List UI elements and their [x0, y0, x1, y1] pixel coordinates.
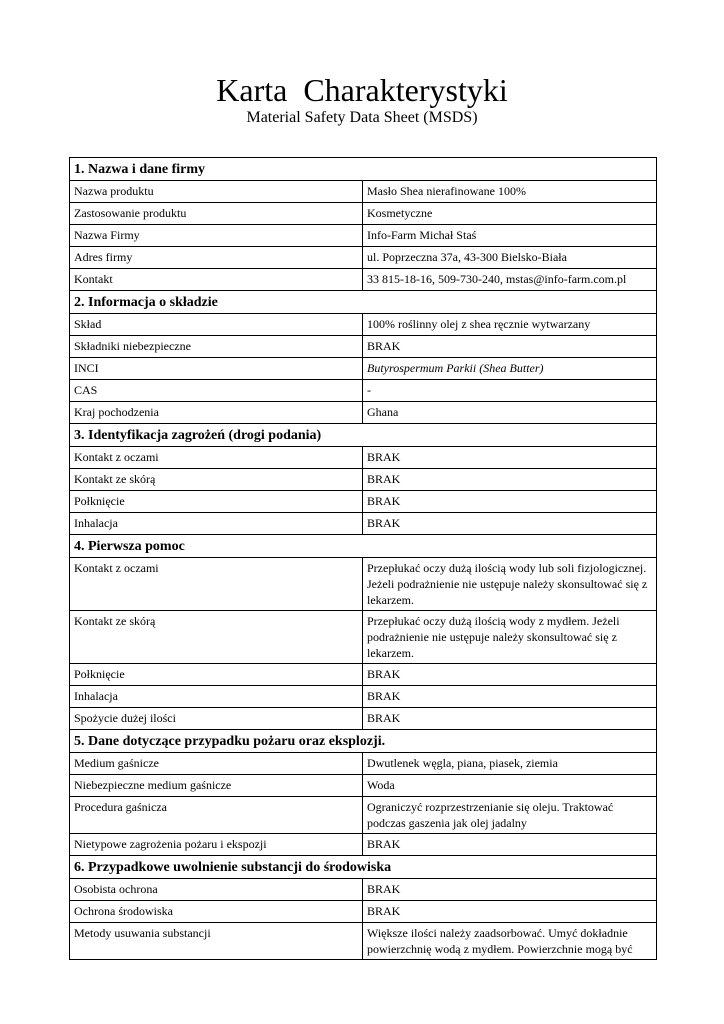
section-heading: 3. Identyfikacja zagrożeń (drogi podania)	[70, 424, 657, 447]
row-value: Woda	[363, 775, 657, 797]
row-value: ul. Poprzeczna 37a, 43-300 Bielsko-Biała	[363, 247, 657, 269]
row-value: Przepłukać oczy dużą ilością wody lub soli fizjologicznej. Jeżeli podrażnienie nie ustępuje należy skonsultować się z lekarzem.	[363, 558, 657, 611]
row-label: Kontakt ze skórą	[70, 611, 363, 664]
table-row	[70, 923, 657, 960]
row-value: BRAK	[363, 336, 657, 358]
row-label: Kontakt z oczami	[70, 558, 363, 611]
row-value: Butyrospermum Parkii (Shea Butter)	[363, 358, 657, 380]
row-value: Większe ilości należy zaadsorbować. Umyć dokładnie powierzchnię wodą z mydłem. Powierzchnie mogą być	[363, 923, 657, 960]
row-label: Połknięcie	[70, 664, 363, 686]
row-value: BRAK	[363, 469, 657, 491]
row-value: -	[363, 380, 657, 402]
row-value: Ograniczyć rozprzestrzenianie się oleju. Traktować podczas gaszenia jak olej jadalny	[363, 797, 657, 834]
row-label: Kontakt ze skórą	[70, 469, 363, 491]
section-header	[70, 856, 657, 879]
row-value: Przepłukać oczy dużą ilością wody z mydłem. Jeżeli podrażnienie nie ustępuje należy skonsultować się z lekarzem.	[363, 611, 657, 664]
table-row	[70, 247, 657, 269]
table-row	[70, 753, 657, 775]
table-row	[70, 269, 657, 291]
row-label: Inhalacja	[70, 513, 363, 535]
row-value: 33 815-18-16, 509-730-240, mstas@info-farm.com.pl	[363, 269, 657, 291]
table-row	[70, 664, 657, 686]
table-row	[70, 797, 657, 834]
section-header	[70, 424, 657, 447]
row-label: Niebezpieczne medium gaśnicze	[70, 775, 363, 797]
table-row	[70, 469, 657, 491]
document-subtitle: Material Safety Data Sheet (MSDS)	[246, 109, 478, 126]
section-heading: 2. Informacja o składzie	[70, 291, 657, 314]
table-row	[70, 513, 657, 535]
row-value: BRAK	[363, 513, 657, 535]
row-value: Masło Shea nierafinowane 100%	[363, 181, 657, 203]
row-value: Ghana	[363, 402, 657, 424]
row-label: INCI	[70, 358, 363, 380]
row-label: Osobista ochrona	[70, 879, 363, 901]
table-row	[70, 558, 657, 611]
section-header	[70, 158, 657, 181]
row-value: BRAK	[363, 491, 657, 513]
msds-table	[69, 157, 657, 960]
table-row	[70, 775, 657, 797]
table-row	[70, 203, 657, 225]
section-header	[70, 291, 657, 314]
table-row	[70, 901, 657, 923]
row-label: Składniki niebezpieczne	[70, 336, 363, 358]
row-label: Adres firmy	[70, 247, 363, 269]
row-value: Dwutlenek węgla, piana, piasek, ziemia	[363, 753, 657, 775]
row-label: Spożycie dużej ilości	[70, 708, 363, 730]
row-label: Kontakt z oczami	[70, 447, 363, 469]
row-label: Zastosowanie produktu	[70, 203, 363, 225]
row-label: Ochrona środowiska	[70, 901, 363, 923]
table-row	[70, 879, 657, 901]
row-label: Skład	[70, 314, 363, 336]
row-value: BRAK	[363, 708, 657, 730]
section-heading: 6. Przypadkowe uwolnienie substancji do środowiska	[70, 856, 657, 879]
table-row	[70, 181, 657, 203]
row-label: Kontakt	[70, 269, 363, 291]
row-label: Medium gaśnicze	[70, 753, 363, 775]
row-value: BRAK	[363, 686, 657, 708]
table-row	[70, 380, 657, 402]
section-header	[70, 535, 657, 558]
row-label: Procedura gaśnicza	[70, 797, 363, 834]
table-row	[70, 358, 657, 380]
table-row	[70, 402, 657, 424]
table-row	[70, 708, 657, 730]
row-label: Kraj pochodzenia	[70, 402, 363, 424]
table-row	[70, 336, 657, 358]
row-value: BRAK	[363, 447, 657, 469]
row-label: Metody usuwania substancji	[70, 923, 363, 960]
table-row	[70, 686, 657, 708]
row-value: Kosmetyczne	[363, 203, 657, 225]
row-label: Inhalacja	[70, 686, 363, 708]
document-title: Karta Charakterystyki	[216, 72, 508, 108]
row-value: Info-Farm Michał Staś	[363, 225, 657, 247]
row-value: BRAK	[363, 664, 657, 686]
table-row	[70, 314, 657, 336]
table-row	[70, 225, 657, 247]
table-row	[70, 491, 657, 513]
section-heading: 1. Nazwa i dane firmy	[70, 158, 657, 181]
row-value: BRAK	[363, 834, 657, 856]
section-heading: 4. Pierwsza pomoc	[70, 535, 657, 558]
row-value: 100% roślinny olej z shea ręcznie wytwarzany	[363, 314, 657, 336]
section-heading: 5. Dane dotyczące przypadku pożaru oraz eksplozji.	[70, 730, 657, 753]
row-label: Nazwa produktu	[70, 181, 363, 203]
section-header	[70, 730, 657, 753]
table-row	[70, 611, 657, 664]
table-row	[70, 447, 657, 469]
row-label: Nazwa Firmy	[70, 225, 363, 247]
row-label: CAS	[70, 380, 363, 402]
table-row	[70, 834, 657, 856]
row-value: BRAK	[363, 879, 657, 901]
row-value: BRAK	[363, 901, 657, 923]
row-label: Nietypowe zagrożenia pożaru i ekspozji	[70, 834, 363, 856]
row-label: Połknięcie	[70, 491, 363, 513]
